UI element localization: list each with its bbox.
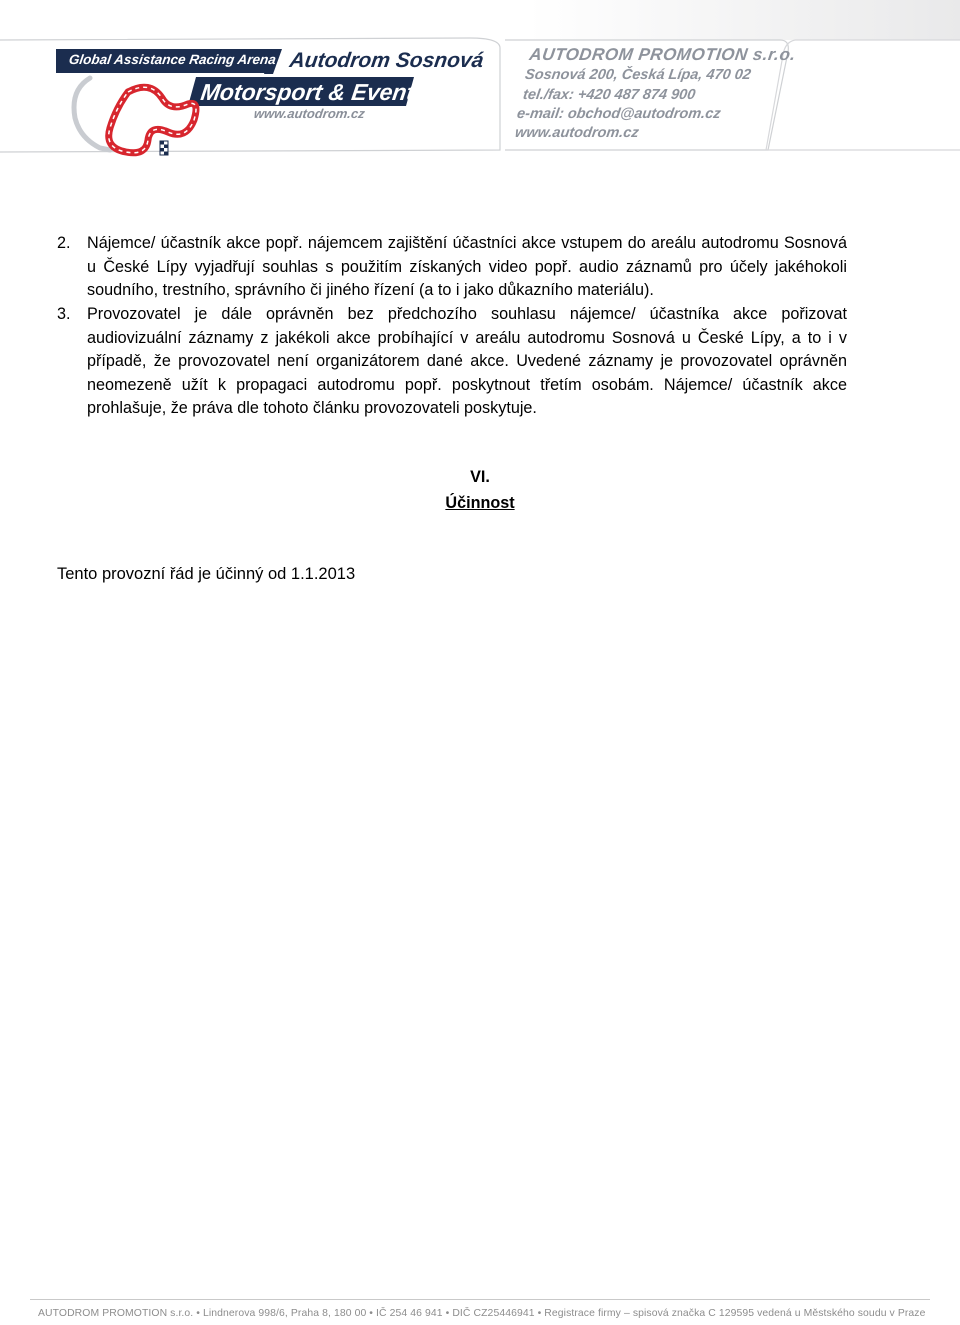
company-email: e-mail: obchod@autodrom.cz xyxy=(516,106,722,122)
brand-tagline: Global Assistance Racing Arena xyxy=(68,52,277,67)
company-address: Sosnová 200, Česká Lípa, 470 02 xyxy=(524,67,752,83)
company-web: www.autodrom.cz xyxy=(514,125,640,141)
list-item xyxy=(57,232,847,303)
list-item-text: Nájemce/ účastník akce popř. nájemcem zajištění účastníci akce vstupem do areálu autodromu Sosnová u České Lípy vyjadřují souhlas s použitím získaných video popř. audio záznamů pro účely jakéhokoli soudního, trestního, správního či jiného řízení (a to i jako důkazního materiálu). xyxy=(87,234,847,300)
list-item-number: 3. xyxy=(57,305,71,323)
section-number: VI. xyxy=(470,468,490,486)
track-logo xyxy=(74,78,196,155)
section-title: Účinnost xyxy=(445,494,515,512)
brand-name: Autodrom Sosnová xyxy=(288,49,486,72)
company-name: AUTODROM PROMOTION s.r.o. xyxy=(528,45,798,64)
company-phone: tel./fax: +420 487 874 900 xyxy=(522,87,697,103)
footer-divider xyxy=(30,1299,930,1300)
effective-date-statement: Tento provozní řád je účinný od 1.1.2013 xyxy=(57,565,356,583)
header-sheen xyxy=(0,0,960,40)
list-item xyxy=(57,303,847,421)
list-item-text: Provozovatel je dále oprávněn bez předchozího souhlasu nájemce/ účastníka akce pořizovat audiovizuální záznamy z jakékoli akce probíhající v areálu autodromu Sosnová u České Lípy, a to i v případě, že provozovatel není organizátorem dané akce. Uvedené záznamy je provozovatel oprávněn neomezeně užít k propagaci autodromu popř. poskytnout třetím osobám. Nájemce/ účastník akce prohlašuje, že práva dle tohoto článku provozovateli poskytuje. xyxy=(87,305,847,418)
footer-company-info: AUTODROM PROMOTION s.r.o. • Lindnerova 998/6, Praha 8, 180 00 • IČ 254 46 941 • DIČ CZ25446941 • Registrace firmy – spisová značka C 129595 vedená u Městského soudu v Praze xyxy=(38,1308,926,1319)
list-item-number: 2. xyxy=(57,234,71,252)
brand-subtitle: Motorsport & Events xyxy=(199,79,429,105)
letterhead xyxy=(0,0,960,175)
letterhead-graphics xyxy=(0,0,960,175)
brand-url: www.autodrom.cz xyxy=(253,106,366,121)
